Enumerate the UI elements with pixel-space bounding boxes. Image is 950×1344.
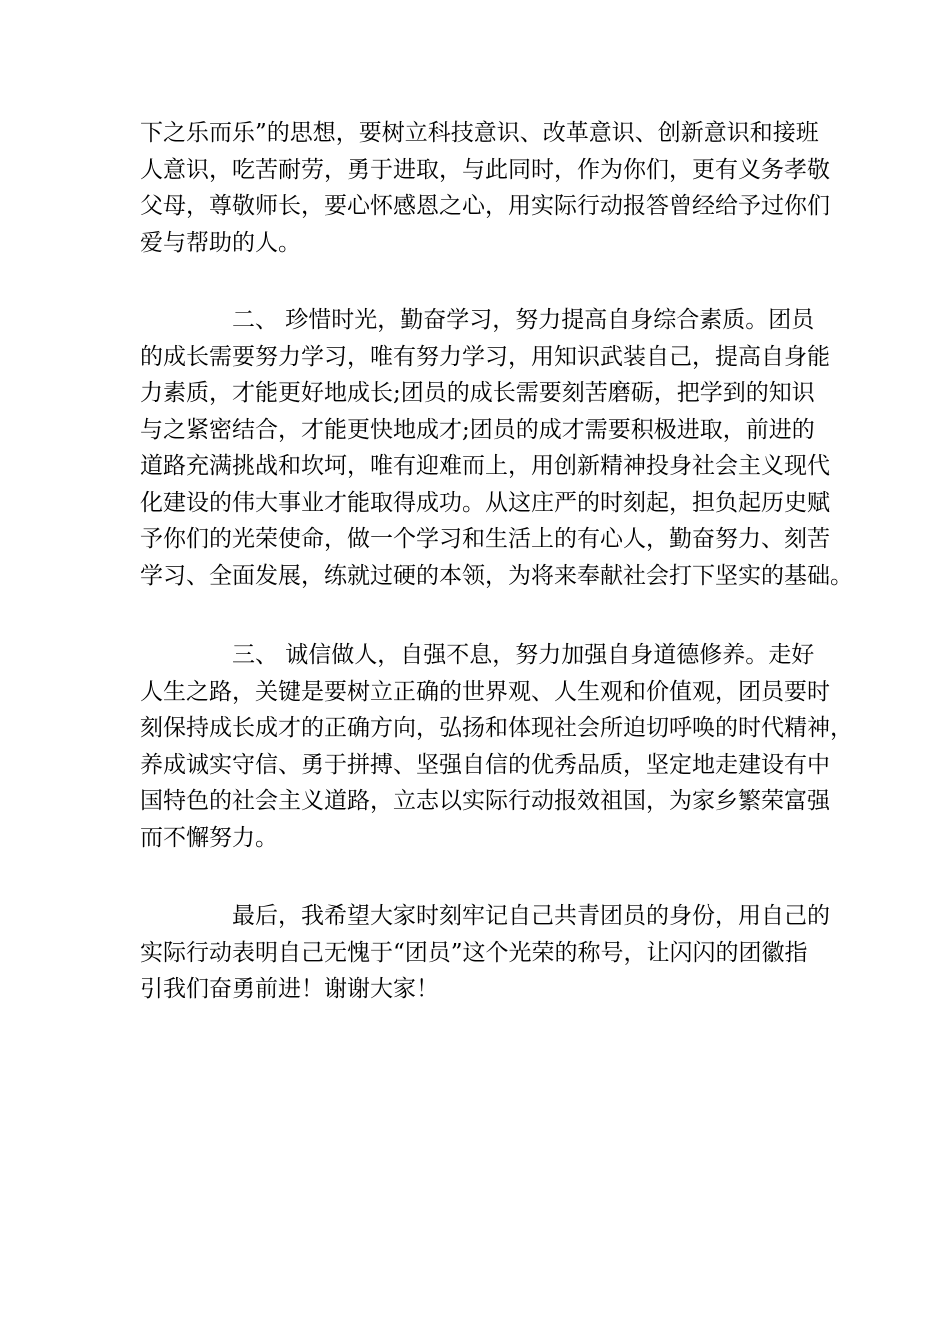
text-line: 实际行动表明自己无愧于“团员”这个光荣的称号，让闪闪的团徽指	[140, 939, 808, 966]
text-line: 学习、全面发展，练就过硬的本领，为将来奉献社会打下坚实的基础。	[140, 562, 853, 589]
paragraph-continuation	[140, 115, 830, 261]
text-line: 二、 珍惜时光，勤奋学习，努力提高自身综合素质。团员	[232, 307, 815, 333]
text-line: 刻保持成长成才的正确方向，弘扬和体现社会所迫切呼唤的时代精神，	[140, 715, 853, 741]
text-line: 养成诚实守信、勇于拼搏、坚强自信的优秀品质，坚定地走建设有中	[140, 751, 830, 778]
text-line: 力素质，才能更好地成长;团员的成长需要刻苦磨砺，把学到的知识	[140, 380, 815, 406]
text-line: 予你们的光荣使命，做一个学习和生活上的有心人，勤奋努力、刻苦	[140, 526, 830, 552]
paragraph-point-three	[140, 637, 853, 856]
text-line: 最后，我希望大家时刻牢记自己共青团员的身份，用自己的	[232, 903, 830, 929]
text-line: 的成长需要努力学习，唯有努力学习，用知识武装自己，提高自身能	[140, 343, 830, 370]
text-line: 道路充满挑战和坎坷，唯有迎难而上，用创新精神投身社会主义现代	[140, 453, 830, 479]
text-line: 人意识，吃苦耐劳，勇于进取，与此同时，作为你们，更有义务孝敬	[140, 156, 830, 183]
text-line: 而不懈努力。	[140, 824, 278, 851]
text-line: 人生之路，关键是要树立正确的世界观、人生观和价值观，团员要时	[140, 678, 830, 705]
text-line: 下之乐而乐”的思想，要树立科技意识、改革意识、创新意识和接班	[140, 120, 819, 146]
text-line: 化建设的伟大事业才能取得成功。从这庄严的时刻起，担负起历史赋	[140, 489, 830, 516]
paragraph-point-two	[140, 302, 853, 594]
text-line: 爱与帮助的人。	[140, 229, 301, 256]
text-line: 父母，尊敬师长，要心怀感恩之心，用实际行动报答曾经给予过你们	[140, 193, 830, 219]
text-line: 引我们奋勇前进！谢谢大家！	[140, 976, 439, 1002]
text-line: 三、 诚信做人，自强不息，努力加强自身道德修养。走好	[232, 642, 815, 668]
text-line: 国特色的社会主义道路，立志以实际行动报效祖国，为家乡繁荣富强	[140, 788, 830, 814]
text-line: 与之紧密结合，才能更快地成才;团员的成才需要积极进取，前进的	[140, 416, 815, 443]
paragraph-closing	[140, 898, 830, 1008]
